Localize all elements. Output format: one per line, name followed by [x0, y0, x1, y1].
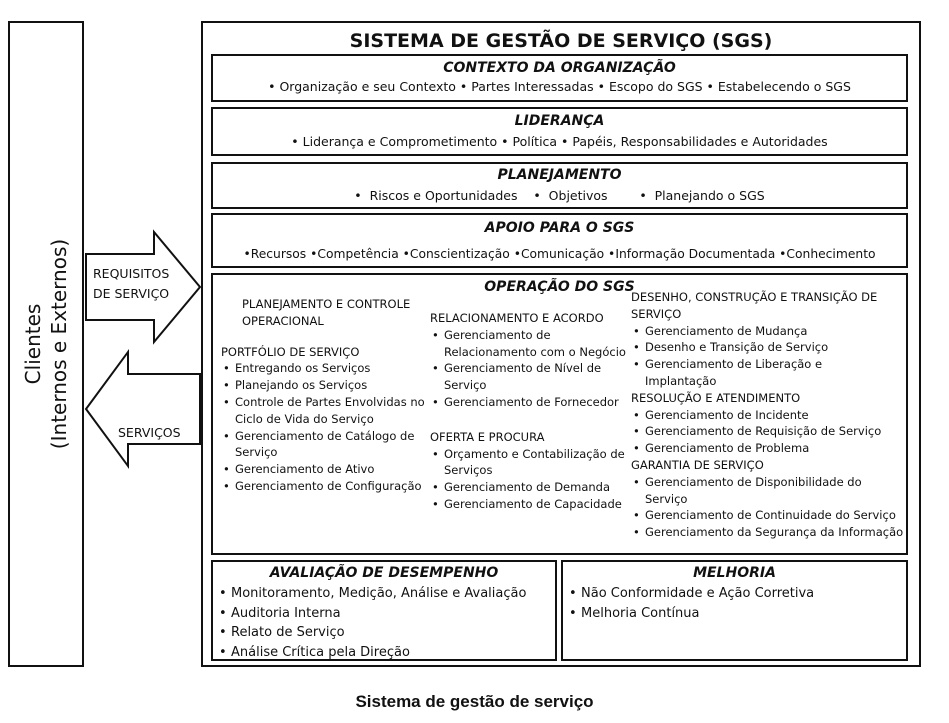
- planning-control-heading-2: OPERACIONAL: [242, 313, 324, 328]
- list-item: • Análise Crítica pela Direção: [217, 643, 526, 663]
- list-item: • Gerenciamento de Configuração: [221, 478, 431, 495]
- clients-label-line1: Clientes: [21, 303, 45, 385]
- list-item: • Entregando os Serviços: [221, 360, 431, 377]
- requirements-label-line2: DE SERVIÇO: [93, 286, 170, 301]
- assurance-list: [631, 474, 908, 541]
- planning-items: • Riscos e Oportunidades • Objetivos • Planejando o SGS: [354, 188, 765, 203]
- context-items: • Organização e seu Contexto • Partes Interessadas • Escopo do SGS • Estabelecendo o SGS: [268, 79, 851, 94]
- supply-list: [430, 446, 630, 513]
- list-item: • Monitoramento, Medição, Análise e Avaliação: [217, 584, 526, 604]
- support-title: APOIO PARA O SGS: [484, 220, 635, 236]
- portfolio-heading: PORTFÓLIO DE SERVIÇO: [221, 344, 360, 359]
- list-item: • Gerenciamento de Catálogo de Serviço: [221, 428, 431, 462]
- operation-title: OPERAÇÃO DO SGS: [484, 279, 635, 295]
- list-item: • Desenho e Transição de Serviço: [631, 339, 908, 356]
- list-item: • Gerenciamento de Nível de Serviço: [430, 360, 630, 394]
- list-item: • Auditoria Interna: [217, 604, 526, 624]
- list-item: • Gerenciamento de Ativo: [221, 461, 431, 478]
- list-item: • Gerenciamento de Continuidade do Serviço: [631, 507, 908, 524]
- operation-col2: [430, 310, 630, 513]
- list-item: • Gerenciamento de Disponibilidade do Serviço: [631, 474, 895, 508]
- planning-title: PLANEJAMENTO: [497, 167, 622, 183]
- performance-section: [211, 560, 557, 661]
- performance-list-wrap: [217, 584, 526, 662]
- portfolio-list: [221, 360, 431, 494]
- list-item: • Gerenciamento de Incidente: [631, 407, 908, 424]
- resolution-heading: RESOLUÇÃO E ATENDIMENTO: [631, 390, 801, 405]
- list-item: • Gerenciamento da Segurança da Informação: [631, 524, 908, 541]
- improvement-title: MELHORIA: [693, 565, 776, 581]
- list-item: • Gerenciamento de Requisição de Serviço: [631, 423, 908, 440]
- supply-heading: OFERTA E PROCURA: [430, 429, 545, 444]
- requirements-label: [93, 264, 183, 304]
- list-item: • Relato de Serviço: [217, 623, 526, 643]
- support-section: [211, 213, 908, 268]
- improvement-list: [567, 584, 814, 623]
- clients-label-line2: (Internos e Externos): [47, 238, 71, 450]
- improvement-list-wrap: [567, 584, 814, 623]
- list-item: • Gerenciamento de Fornecedor: [430, 394, 630, 411]
- leadership-items: • Liderança e Comprometimento • Política • Papéis, Responsabilidades e Autoridades: [291, 134, 828, 149]
- design-heading: DESENHO, CONSTRUÇÃO E TRANSIÇÃO DE SERVIÇO: [631, 290, 878, 321]
- operation-col3: [631, 289, 908, 541]
- requirements-label-line1: REQUISITOS: [93, 266, 170, 281]
- relationship-heading: RELACIONAMENTO E ACORDO: [430, 311, 604, 325]
- operation-col1: [221, 296, 431, 495]
- context-title: CONTEXTO DA ORGANIZAÇÃO: [443, 60, 676, 76]
- clients-label: [20, 239, 72, 449]
- improvement-section: [561, 560, 908, 661]
- assurance-heading: GARANTIA DE SERVIÇO: [631, 457, 764, 472]
- operation-section: [211, 273, 908, 555]
- list-item: • Controle de Partes Envolvidas no Ciclo de Vida do Serviço: [221, 394, 431, 428]
- resolution-list: [631, 407, 908, 457]
- leadership-title: LIDERANÇA: [514, 113, 605, 129]
- planning-control-heading: PLANEJAMENTO E CONTROLE: [242, 297, 411, 311]
- performance-title: AVALIAÇÃO DE DESEMPENHO: [269, 565, 499, 581]
- leadership-section: [211, 107, 908, 156]
- list-item: • Gerenciamento de Demanda: [430, 479, 630, 496]
- list-item: • Gerenciamento de Capacidade: [430, 496, 630, 513]
- performance-list: [217, 584, 526, 662]
- services-label: SERVIÇOS: [118, 425, 181, 440]
- list-item: • Gerenciamento de Liberação e Implantação: [631, 356, 845, 390]
- figure-caption: Sistema de gestão de serviço: [355, 692, 594, 711]
- list-item: • Gerenciamento de Problema: [631, 440, 908, 457]
- planning-section: [211, 162, 908, 209]
- list-item: • Gerenciamento de Relacionamento com o Negócio: [430, 327, 630, 361]
- list-item: • Orçamento e Contabilização de Serviços: [430, 446, 630, 480]
- services-arrow: [86, 352, 200, 466]
- list-item: • Gerenciamento de Mudança: [631, 323, 908, 340]
- list-item: • Planejando os Serviços: [221, 377, 431, 394]
- relationship-list: [430, 327, 630, 411]
- list-item: • Não Conformidade e Ação Corretiva: [567, 584, 814, 604]
- design-list: [631, 323, 908, 390]
- list-item: • Melhoria Contínua: [567, 604, 814, 624]
- context-section: [211, 54, 908, 102]
- sgs-title: SISTEMA DE GESTÃO DE SERVIÇO (SGS): [349, 30, 773, 52]
- support-items: •Recursos •Competência •Conscientização •Comunicação •Informação Documentada •Conhecimento: [243, 247, 876, 261]
- clients-box: [8, 21, 84, 667]
